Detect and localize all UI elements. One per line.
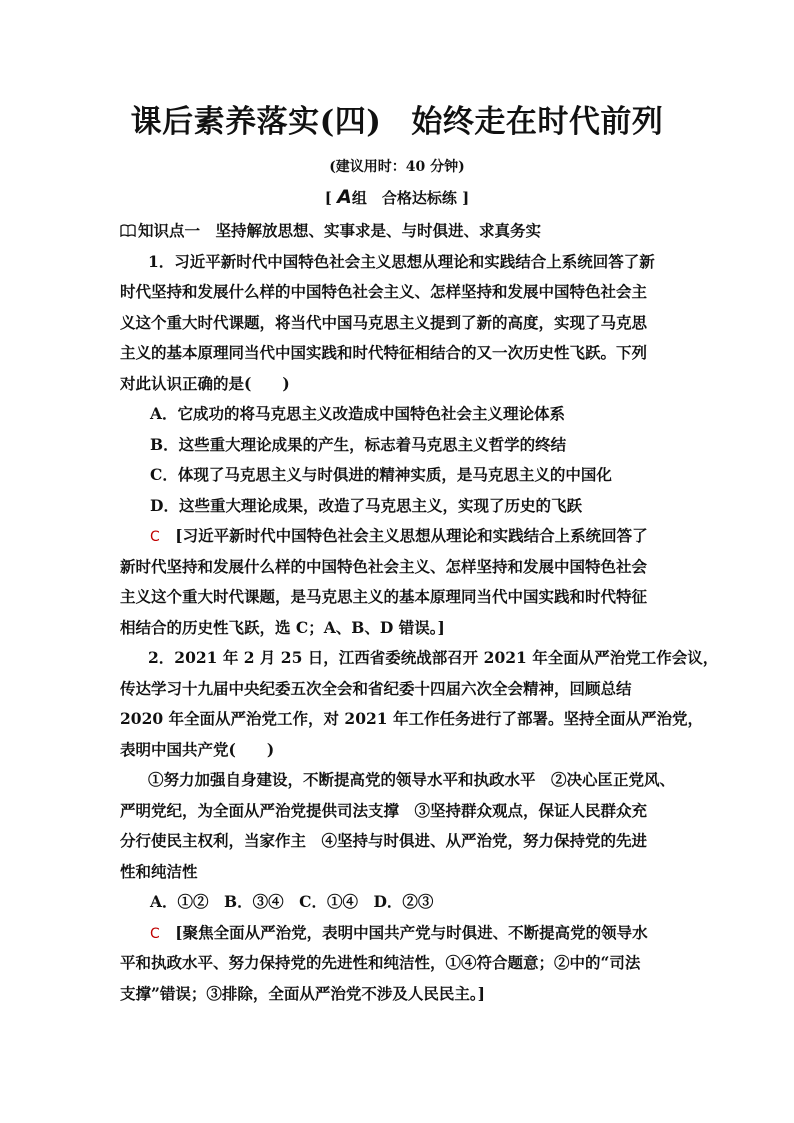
q1-answer: C: [150, 529, 160, 545]
q1-stem-line: 义这个重大时代课题，将当代中国马克思主义提到了新的高度，实现了马克思: [120, 312, 648, 332]
group-bracket-close: ]: [462, 189, 470, 207]
title-sub: 始终走在时代前列: [411, 104, 664, 140]
q1-stem-line: 主义的基本原理同当代中国实践和时代特征相结合的又一次历史性飞跃。下列: [120, 343, 648, 362]
q2-explanation-line: [120, 918, 680, 949]
time-note: (建议用时：40 分钟): [329, 159, 465, 175]
q1-explanation-line: 相结合的历史性飞跃，选 C；A、B、D 错误。]: [120, 617, 445, 637]
q2-statement-line: ①努力加强自身建设，不断提高党的领导水平和执政水平 ②决心匡正党风、: [148, 770, 676, 789]
q2-stem-line: 传达学习十九届中央纪委五次全会和省纪委十四届六次全会精神，回顾总结: [120, 678, 632, 698]
group-heading: [0, 186, 794, 208]
q1-stem-line: 1．习近平新时代中国特色社会主义思想从理论和实践结合上系统回答了新: [148, 251, 655, 271]
q1-explanation-line: 新时代坚持和发展什么样的中国特色社会主义、怎样坚持和发展中国特色社会: [120, 556, 648, 576]
q2-statement-line: 性和纯洁性: [120, 861, 198, 881]
q2-options: A．①② B．③④ C．①④ D．②③: [150, 892, 434, 911]
group-letter: A: [337, 186, 352, 208]
q1-explanation-line: [120, 521, 680, 552]
q2-answer: C: [150, 925, 160, 942]
q2-stem-line: 2020 年全面从严治党工作，对 2021 年工作任务进行了部署。坚持全面从严治党，: [120, 709, 703, 728]
page-title: [0, 96, 794, 141]
q1-explanation-line: 主义这个重大时代课题，是马克思主义的基本原理同当代中国实践和时代特征: [120, 587, 648, 606]
title-main: 课后素养落实(四): [130, 104, 382, 140]
knowledge-point-heading: [120, 216, 680, 247]
q1-stem-line: 对此认识正确的是( ): [120, 373, 290, 393]
group-bracket-open: [: [324, 189, 332, 207]
q1-option-c: C．体现了马克思主义与时俱进的精神实质，是马克思主义的中国化: [150, 465, 612, 484]
q2-explanation-line: 平和执政水平、努力保持党的先进性和纯洁性，①④符合题意；②中的“司法: [120, 953, 641, 972]
q1-option-b: B．这些重大理论成果的产生，标志着马克思主义哲学的终结: [150, 434, 567, 454]
q2-statement-line: 严明党纪，为全面从严治党提供司法支撑 ③坚持群众观点，保证人民群众充: [120, 800, 648, 820]
q2-statement-line: 分行使民主权利，当家作主 ④坚持与时俱进、从严治党，努力保持党的先进: [120, 831, 648, 850]
q1-option-a: A．它成功的将马克思主义改造成中国特色社会主义理论体系: [150, 404, 566, 423]
q1-option-d: D．这些重大理论成果，改造了马克思主义，实现了历史的飞跃: [150, 495, 582, 515]
question-body: [120, 216, 719, 1009]
q2-stem-line: 表明中国共产党( ): [120, 739, 275, 759]
group-label: 组 合格达标练: [351, 189, 457, 207]
knowledge-point-icon: [120, 223, 136, 237]
q2-stem-line: 2．2021 年 2 月 25 日，江西省委统战部召开 2021 年全面从严治党工作会议，: [148, 648, 719, 667]
q1-stem-line: 时代坚持和发展什么样的中国特色社会主义、怎样坚持和发展中国特色社会主: [120, 282, 648, 301]
knowledge-point-text: 知识点一 坚持解放思想、实事求是、与时俱进、求真务实: [138, 221, 542, 240]
q2-explanation-text: [聚焦全面从严治党，表明中国共产党与时俱进、不断提高党的领导水: [159, 922, 648, 942]
q2-explanation-line: 支撑”错误；③排除，全面从严治党不涉及人民民主。]: [120, 983, 486, 1003]
q1-explanation-text: [习近平新时代中国特色社会主义思想从理论和实践结合上系统回答了: [159, 526, 648, 545]
